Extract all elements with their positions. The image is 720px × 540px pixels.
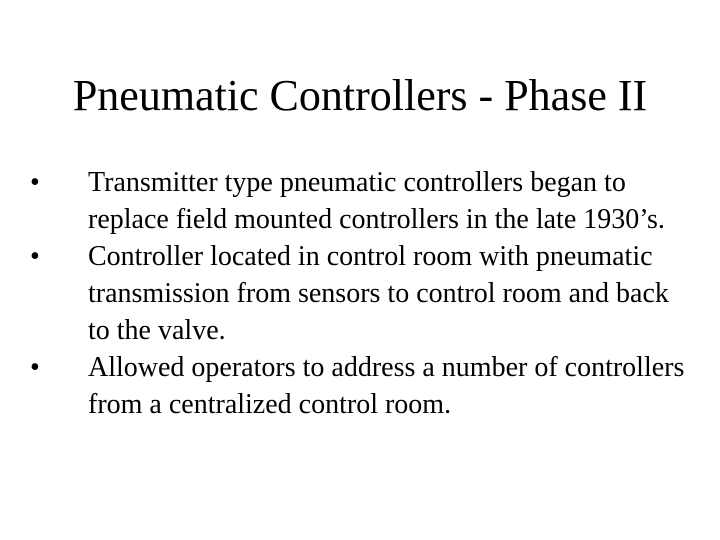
bullet-marker: • [30, 167, 40, 198]
slide-title: Pneumatic Controllers - Phase II [72, 71, 648, 120]
bullet-text: Allowed operators to address a number of controllers from a centralized control room. [88, 352, 685, 420]
bullet-list [30, 164, 690, 423]
bullet-text: Controller located in control room with pneumatic transmission from sensors to control room and back to the valve. [88, 241, 669, 346]
bullet-marker: • [30, 241, 40, 272]
bullet-marker: • [30, 352, 40, 383]
bullet-item [30, 164, 690, 238]
bullet-item [30, 238, 690, 349]
bullet-item [30, 349, 690, 423]
bullet-text: Transmitter type pneumatic controllers began to replace field mounted controllers in the late 1930’s. [88, 167, 665, 235]
